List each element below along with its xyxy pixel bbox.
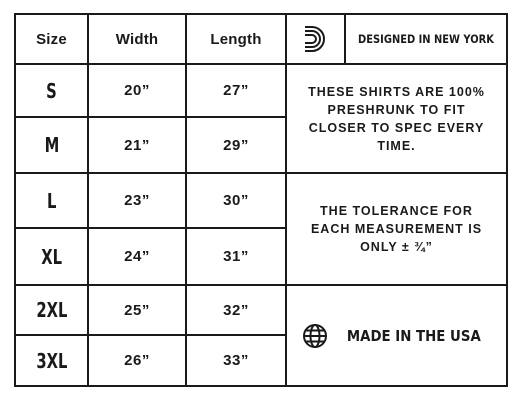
- length-value: 29”: [223, 136, 249, 154]
- table-row-length-cell: [185, 172, 285, 227]
- size-value: L: [46, 188, 57, 213]
- size-column-header: [16, 15, 87, 63]
- table-row-width-cell: [87, 334, 185, 385]
- table-row-size-cell: [16, 63, 87, 116]
- width-header-label: Width: [115, 30, 159, 48]
- stacked-arcs-logo-icon: [301, 24, 331, 54]
- table-row-length-cell: [185, 63, 285, 116]
- width-value: 21”: [124, 136, 150, 154]
- preshrunk-note: THESE SHIRTS ARE 100% PRESHRUNK TO FIT CLOSER TO SPEC EVERY TIME.: [308, 84, 485, 153]
- made-in-usa-cell: [285, 284, 506, 385]
- table-row-size-cell: [16, 334, 87, 385]
- length-value: 30”: [223, 192, 249, 209]
- size-value: M: [44, 133, 59, 157]
- length-value: 31”: [223, 248, 249, 265]
- width-value: 25”: [124, 301, 150, 319]
- table-row-length-cell: [185, 334, 285, 385]
- length-value: 32”: [223, 301, 249, 319]
- width-value: 23”: [124, 192, 150, 209]
- table-row-width-cell: [87, 227, 185, 284]
- table-row-size-cell: [16, 284, 87, 334]
- table-row-width-cell: [87, 284, 185, 334]
- preshrunk-note-cell: [285, 63, 506, 172]
- table-row-length-cell: [185, 116, 285, 172]
- width-value: 26”: [124, 352, 150, 369]
- size-value: 3XL: [35, 348, 68, 373]
- table-row-length-cell: [185, 227, 285, 284]
- width-value: 20”: [124, 82, 150, 99]
- table-row-width-cell: [87, 116, 185, 172]
- width-value: 24”: [124, 248, 150, 265]
- length-value: 27”: [223, 82, 249, 99]
- table-row-size-cell: [16, 172, 87, 227]
- tolerance-note: THE TOLERANCE FOR EACH MEASUREMENT IS ONLY ± ¾”: [310, 204, 483, 254]
- length-column-header: [185, 15, 285, 63]
- size-value: 2XL: [35, 298, 68, 322]
- designed-in-cell: [344, 15, 506, 63]
- brand-logo-cell: [285, 15, 344, 63]
- length-header-label: Length: [210, 30, 262, 48]
- size-value: XL: [41, 244, 62, 269]
- size-header-label: Size: [36, 30, 67, 48]
- designed-in-label: DESIGNED IN NEW YORK: [358, 32, 494, 46]
- width-column-header: [87, 15, 185, 63]
- made-in-usa-group: [302, 323, 492, 349]
- globe-icon: [302, 323, 328, 349]
- size-chart: [14, 13, 508, 387]
- length-value: 33”: [223, 352, 249, 369]
- made-in-usa-label: MADE IN THE USA: [346, 326, 481, 345]
- size-chart-grid: [16, 15, 506, 385]
- table-row-length-cell: [185, 284, 285, 334]
- size-value: S: [46, 78, 57, 103]
- table-row-width-cell: [87, 172, 185, 227]
- table-row-size-cell: [16, 116, 87, 172]
- table-row-size-cell: [16, 227, 87, 284]
- tolerance-note-cell: [285, 172, 506, 284]
- table-row-width-cell: [87, 63, 185, 116]
